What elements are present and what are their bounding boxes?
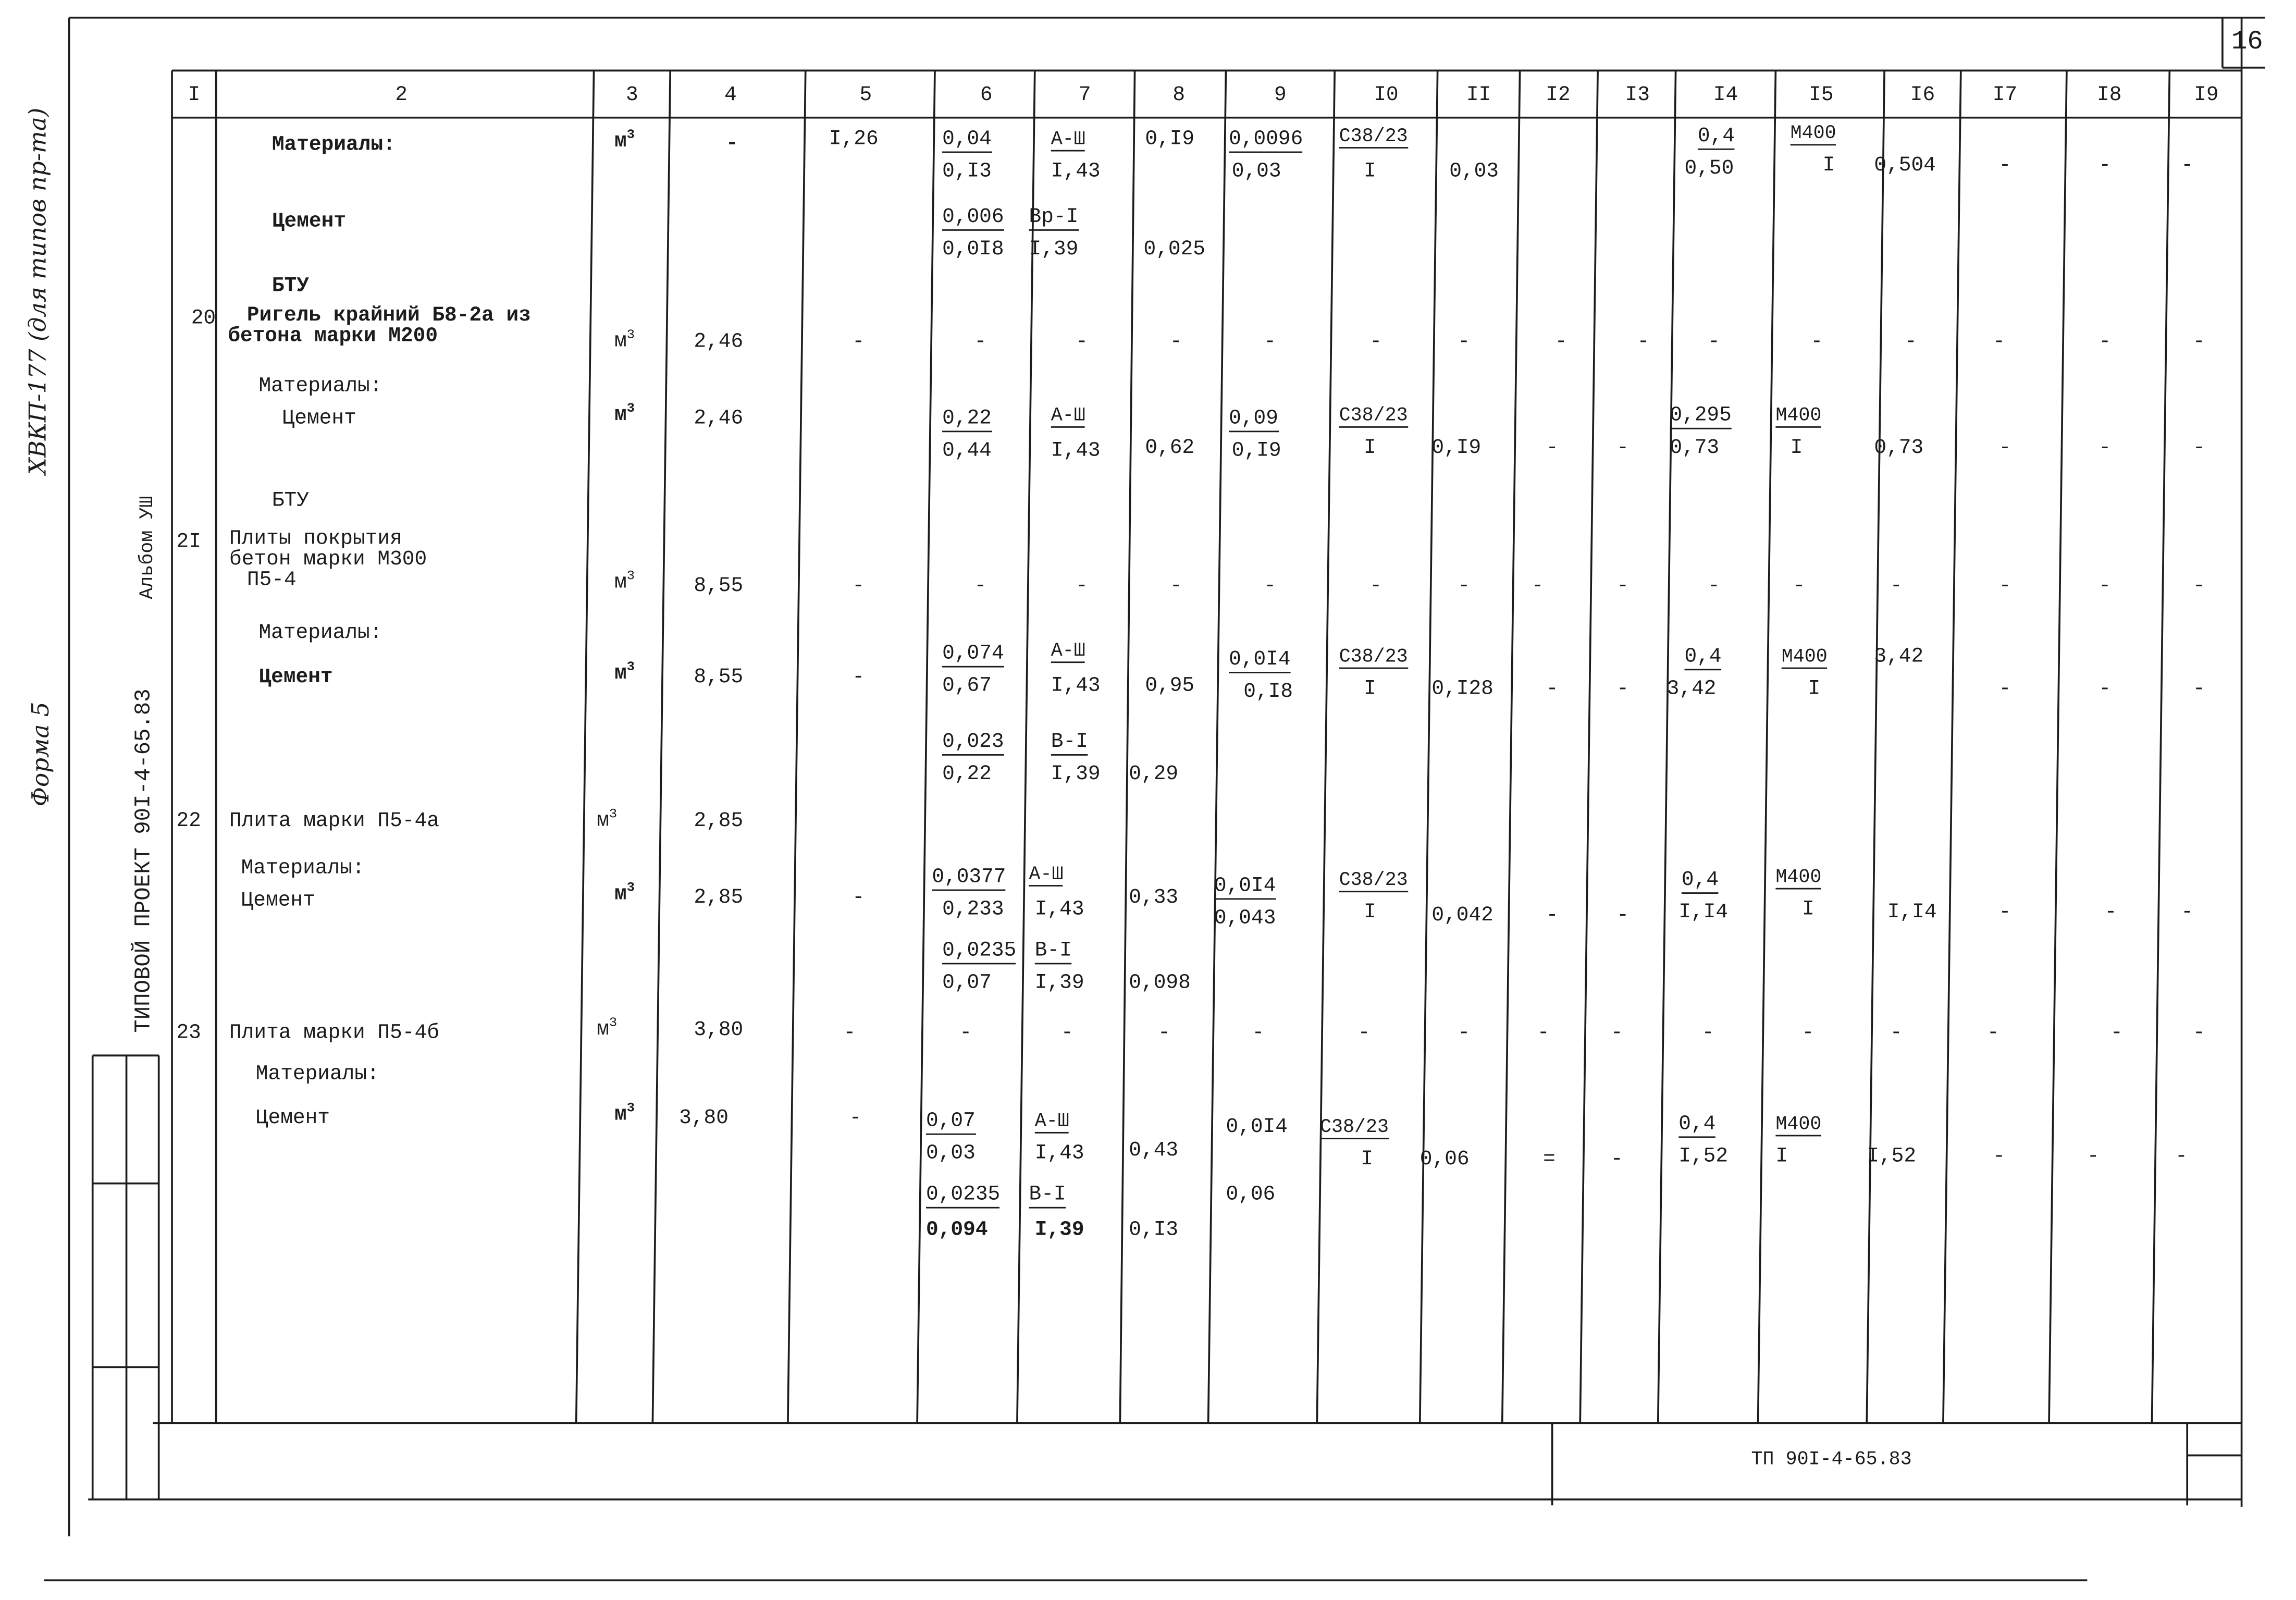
cell-value: 3,42 (1874, 645, 1924, 669)
cell-value: 0,43 (1129, 1139, 1179, 1163)
col-header: I7 (1992, 83, 2018, 107)
cell-value: - (1369, 330, 1382, 354)
cell-value: - (1993, 1145, 2006, 1169)
cell-value: 0,06 (1226, 1183, 1276, 1207)
unit-cell: $м^3$ (614, 569, 635, 595)
col-header: 7 (1078, 83, 1091, 107)
cell-value: 0,22 (942, 409, 992, 432)
cell-value: 0,I8 (1243, 680, 1293, 705)
cell-value: - (1890, 574, 1903, 599)
page-number: 16 (2231, 28, 2263, 58)
col-header: I2 (1546, 83, 1571, 107)
cell-value: - (2192, 330, 2205, 354)
row-label: Материалы: (271, 133, 396, 157)
row-label: Цемент (282, 407, 356, 431)
handwritten-margin-note: ХВКП-177 (для типов пр-та) (23, 107, 52, 475)
cell-value: 0,0235 (926, 1185, 1000, 1208)
cell-value: - (1993, 330, 2006, 354)
cell-value: 0,0377 (932, 867, 1006, 891)
cell-value: 0,I3 (942, 160, 992, 184)
cell-value: 0,03 (1231, 160, 1281, 184)
cell-value: 3,80 (679, 1106, 729, 1131)
cell-value: - (1701, 1021, 1714, 1045)
cell-value: - (1546, 436, 1559, 460)
cell-value: I (1364, 901, 1376, 925)
cell-value: - (1546, 904, 1559, 928)
cell-value: I,43 (1051, 160, 1101, 184)
cell-value: - (1708, 330, 1720, 354)
cell-value: М400 (1775, 406, 1821, 428)
cell-value: 0,22 (942, 762, 992, 787)
col-header: I3 (1625, 83, 1650, 107)
cell-value: - (2099, 330, 2112, 354)
cell-value: 0,0I8 (942, 238, 1004, 262)
cell-value: В-I (1035, 941, 1072, 964)
cell-value: 0,233 (942, 898, 1004, 922)
cell-value: - (2087, 1145, 2100, 1169)
cell-value: 3,80 (694, 1018, 744, 1042)
col-header: I6 (1910, 83, 1935, 107)
cell-value: 0,67 (942, 674, 992, 698)
cell-value: - (2192, 574, 2205, 599)
cell-value: - (1458, 1021, 1471, 1045)
col-header: 6 (980, 83, 993, 107)
cell-value: 0,I9 (1145, 128, 1195, 152)
cell-value: - (1554, 330, 1567, 354)
cell-value: - (2099, 678, 2112, 701)
cell-value: - (2181, 154, 2194, 178)
cell-value: М400 (1791, 124, 1836, 145)
cell-value: С38/23 (1339, 406, 1408, 428)
cell-value: 0,I3 (1129, 1219, 1179, 1242)
row-number: 22 (176, 810, 201, 834)
cell-value: 0,44 (942, 439, 992, 463)
handwritten-form-note: Форма 5 (26, 701, 55, 807)
cell-value: - (1610, 1021, 1623, 1045)
unit-cell: $м^3$ (597, 807, 618, 833)
cell-value: 0,95 (1145, 674, 1195, 698)
cell-value: 0,074 (942, 644, 1004, 667)
cell-value: I,I4 (1678, 901, 1729, 925)
cell-value: - (2175, 1145, 2188, 1169)
col-header: I5 (1809, 83, 1834, 107)
row-label: Материалы: (258, 375, 382, 399)
row-label: П5-4 (246, 569, 297, 593)
cell-value: - (974, 574, 987, 599)
project-label: ТИПОВОЙ ПРОЕКТ 90I-4-65.83 (131, 688, 157, 1033)
cell-value: - (974, 330, 987, 354)
cell-value: - (1076, 330, 1088, 354)
row-label: бетон марки М300 (229, 548, 427, 572)
cell-value: I (1808, 678, 1821, 701)
cell-value: 0,I9 (1431, 436, 1482, 460)
cell-value: - (843, 1021, 856, 1045)
col-header: I8 (2096, 83, 2122, 107)
cell-value: 0,62 (1145, 436, 1195, 460)
cell-value: I (1790, 436, 1803, 460)
cell-value: 0,I9 (1231, 439, 1281, 463)
row-label: Материалы: (258, 622, 382, 646)
cell-value: 0,0235 (942, 941, 1016, 964)
album-label: Альбом УШ (135, 496, 158, 599)
cell-value: 2,46 (694, 407, 744, 431)
cell-value: М400 (1782, 647, 1828, 669)
col-header: 9 (1274, 83, 1287, 107)
cell-value: - (1076, 574, 1088, 599)
cell-value: 0,4 (1682, 870, 1719, 894)
cell-value: 0,4 (1678, 1114, 1715, 1138)
cell-value: I,39 (1034, 1219, 1084, 1242)
cell-value: = (1543, 1148, 1556, 1172)
cell-value: - (1890, 1021, 1903, 1045)
cell-value: - (1531, 574, 1544, 599)
cell-value: - (1060, 1021, 1073, 1045)
cell-value: - (1998, 436, 2011, 460)
cell-value: С38/23 (1320, 1117, 1389, 1139)
col-header: 2 (395, 83, 408, 107)
col-header: I9 (2194, 83, 2219, 107)
cell-value: 0,06 (1419, 1148, 1470, 1172)
row-number: 20 (191, 307, 216, 331)
row-number: 23 (176, 1021, 201, 1045)
row-label: Материалы: (255, 1063, 379, 1087)
cell-value: - (1616, 904, 1629, 928)
cell-value: 0,07 (926, 1111, 976, 1135)
cell-value: - (2110, 1021, 2123, 1045)
cell-value: - (1708, 574, 1720, 599)
cell-value: 0,73 (1874, 436, 1924, 460)
cell-value: 0,03 (1449, 160, 1499, 184)
col-header: I (188, 83, 201, 107)
cell-value: 2,46 (694, 330, 744, 354)
cell-value: 0,0I4 (1226, 1115, 1288, 1140)
row-label: Ригель крайний Б8-2а из (246, 304, 531, 328)
row-label: бетона марки М200 (228, 325, 438, 349)
cell-value: I,26 (829, 128, 879, 152)
cell-value: - (2192, 436, 2205, 460)
cell-value: - (1610, 1148, 1623, 1172)
cell-value: А-Ш (1051, 641, 1085, 663)
cell-value: - (849, 1106, 862, 1131)
cell-value: - (1252, 1021, 1265, 1045)
cell-value: - (1458, 574, 1471, 599)
row-label: Цемент (241, 889, 315, 913)
cell-value: М400 (1775, 1114, 1821, 1136)
cell-value: I,39 (1034, 971, 1084, 995)
cell-value: - (2099, 436, 2112, 460)
cell-value: - (2099, 154, 2112, 178)
cell-value: - (1998, 574, 2011, 599)
cell-value: 8,55 (694, 666, 744, 690)
cell-value: - (2192, 1021, 2205, 1045)
cell-value: - (1810, 330, 1823, 354)
cell-value: - (1264, 574, 1276, 599)
cell-value: I,43 (1051, 439, 1101, 463)
cell-value: - (1616, 678, 1629, 701)
cell-value: С38/23 (1339, 127, 1408, 149)
cell-value: I (1802, 898, 1814, 922)
cell-value: I,39 (1029, 238, 1079, 262)
cell-value: I,43 (1034, 898, 1084, 922)
cell-value: - (2181, 901, 2194, 925)
row-label: Цемент (255, 1106, 330, 1131)
cell-value: В-I (1051, 732, 1088, 756)
unit-cell: $м^3$ (614, 1101, 635, 1127)
row-label: Цемент (271, 210, 347, 234)
cell-value: I (1775, 1145, 1788, 1169)
col-header: II (1466, 83, 1491, 107)
cell-value: - (852, 666, 865, 690)
unit-cell: $м^3$ (614, 128, 635, 154)
cell-value: - (1637, 330, 1650, 354)
cell-value: I (1822, 154, 1835, 178)
cell-value: - (1537, 1021, 1550, 1045)
cell-value: 0,09 (1229, 409, 1278, 432)
cell-value: А-Ш (1035, 1111, 1069, 1133)
cell-value: 0,0I4 (1214, 876, 1276, 900)
cell-value: I (1364, 160, 1376, 184)
row-number: 2I (176, 531, 201, 555)
cell-value: I,43 (1034, 1142, 1084, 1166)
unit-cell: $м^3$ (614, 660, 635, 686)
cell-value: - (959, 1021, 972, 1045)
cell-value: 0,042 (1431, 904, 1493, 928)
cell-value: - (2192, 678, 2205, 701)
cell-value: - (2099, 574, 2112, 599)
cell-value: - (1369, 574, 1382, 599)
row-label: БТУ (271, 275, 309, 299)
cell-value: 0,295 (1670, 406, 1732, 429)
unit-cell: $м^3$ (597, 1016, 618, 1042)
cell-value: 0,504 (1874, 154, 1936, 178)
cell-value: 0,4 (1685, 647, 1722, 670)
cell-value: - (852, 574, 865, 599)
cell-value: 0,006 (942, 207, 1004, 231)
cell-value: С38/23 (1339, 647, 1408, 669)
cell-value: - (1998, 154, 2011, 178)
cell-value: I,43 (1051, 674, 1101, 698)
cell-value: 0,50 (1684, 157, 1734, 181)
unit-cell: $м^3$ (614, 328, 635, 354)
cell-value: - (1801, 1021, 1814, 1045)
cell-value: - (1158, 1021, 1170, 1045)
cell-value: 0,098 (1129, 971, 1191, 995)
cell-value: - (1998, 678, 2011, 701)
col-header: 3 (626, 83, 638, 107)
row-label: БТУ (271, 489, 309, 513)
cell-value: 0,04 (942, 129, 992, 153)
cell-value: - (1264, 330, 1276, 354)
cell-value: 2,85 (694, 810, 744, 834)
cell-value: - (1357, 1021, 1371, 1045)
cell-value: 3,42 (1667, 678, 1717, 701)
cell-value: В-I (1029, 1185, 1066, 1208)
cell-value: I,52 (1867, 1145, 1917, 1169)
cell-value: 0,025 (1143, 238, 1206, 262)
cell-value: 2,85 (694, 886, 744, 910)
cell-value: 0,4 (1698, 127, 1735, 150)
cell-value: 0,33 (1129, 886, 1179, 910)
row-label: Плита марки П5-4б (229, 1021, 439, 1045)
cell-value: I,I4 (1887, 901, 1937, 925)
col-header: I4 (1713, 83, 1738, 107)
col-header: 4 (724, 83, 737, 107)
unit-cell: $м^3$ (614, 880, 635, 907)
row-label: Цемент (258, 666, 333, 690)
cell-value: - (1998, 901, 2011, 925)
cell-value: - (725, 132, 738, 156)
cell-value: - (1905, 330, 1917, 354)
unit-cell: $м^3$ (614, 401, 635, 427)
cell-value: А-Ш (1029, 865, 1063, 887)
stamp-document-code: ТП 90I-4-65.83 (1751, 1448, 1912, 1470)
cell-value: Вр-I (1029, 207, 1078, 231)
cell-value: 0,0I4 (1229, 650, 1291, 673)
row-label: Материалы: (241, 857, 365, 881)
cell-value: I (1364, 678, 1376, 701)
cell-value: - (852, 886, 865, 910)
cell-value: - (1458, 330, 1471, 354)
cell-value: 0,023 (942, 732, 1004, 756)
cell-value: А-Ш (1051, 129, 1085, 151)
cell-value: - (1169, 330, 1182, 354)
cell-value: 0,I28 (1431, 678, 1493, 701)
cell-value: I,39 (1051, 762, 1101, 787)
cell-value: 0,73 (1670, 436, 1720, 460)
cell-value: 0,043 (1214, 907, 1276, 931)
cell-value: А-Ш (1051, 406, 1085, 428)
cell-value: I,52 (1678, 1145, 1729, 1169)
col-header: 8 (1172, 83, 1186, 107)
cell-value: I (1361, 1148, 1374, 1172)
cell-value: - (1616, 436, 1629, 460)
cell-value: I (1364, 436, 1376, 460)
cell-value: 8,55 (694, 574, 744, 599)
cell-value: - (1987, 1021, 1999, 1045)
col-header: I0 (1374, 83, 1399, 107)
cell-value: - (1546, 678, 1559, 701)
cell-value: 0,29 (1129, 762, 1179, 787)
row-label: Плиты покрытия (229, 527, 402, 551)
cell-value: 0,07 (942, 971, 992, 995)
cell-value: С38/23 (1339, 870, 1408, 892)
cell-value: 0,094 (926, 1219, 988, 1242)
col-header: 5 (859, 83, 872, 107)
cell-value: 0,03 (926, 1142, 976, 1166)
cell-value: - (852, 330, 865, 354)
row-label: Плита марки П5-4а (229, 810, 439, 834)
cell-value: - (2104, 901, 2117, 925)
cell-value: М400 (1775, 867, 1821, 889)
cell-value: - (1793, 574, 1806, 599)
cell-value: 0,0096 (1229, 129, 1303, 153)
cell-value: - (1616, 574, 1629, 599)
cell-value: - (1169, 574, 1182, 599)
